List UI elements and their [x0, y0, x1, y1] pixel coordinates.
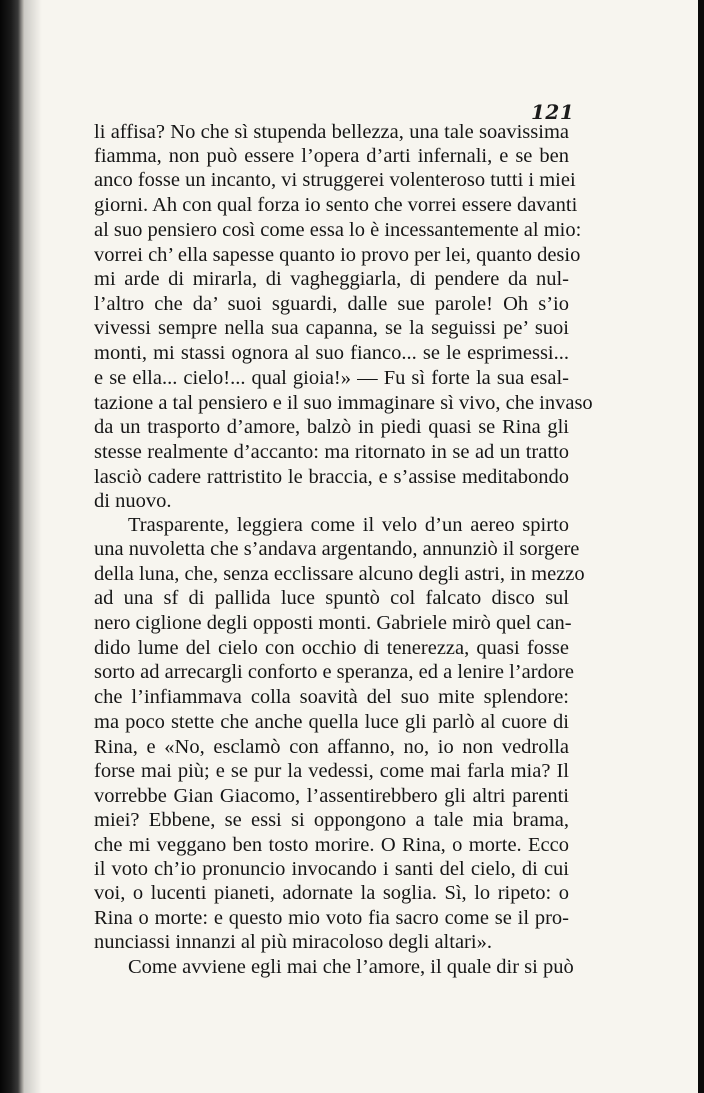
- text-line: che l’infiammava colla soavità del suo mite splendore:: [94, 686, 569, 708]
- text-line: stesse realmente d’accanto: ma ritornato in se ad un tratto: [94, 441, 569, 463]
- text-line: vorrebbe Gian Giacomo, l’assentirebbero gli altri parenti: [94, 785, 569, 807]
- text-line: forse mai più; e se pur la vedessi, come mai farla mia? Il: [94, 760, 569, 782]
- text-line: di nuovo.: [94, 490, 172, 512]
- text-line: Rina o morte: e questo mio voto fia sacro come se il pro-: [94, 907, 569, 929]
- text-line: al suo pensiero così come essa lo è incessantemente al mio:: [94, 219, 582, 241]
- text-line: Rina, e «No, esclamò con affanno, no, io non vedrolla: [94, 736, 569, 758]
- text-line: lasciò cadere rattristito le braccia, e s’assise meditabondo: [94, 466, 569, 488]
- text-line: che mi veggano ben tosto morire. O Rina, o morte. Ecco: [94, 834, 569, 856]
- text-line: dido lume del cielo con occhio di tenerezza, quasi fosse: [94, 637, 569, 659]
- text-line: e se ella... cielo!... qual gioia!» — Fu sì forte la sua esal-: [94, 367, 569, 389]
- scan-border: [698, 0, 704, 1093]
- text-line: l’altro che da’ suoi sguardi, dalle sue parole! Oh s’io: [94, 293, 569, 315]
- book-gutter: [0, 0, 24, 1093]
- text-line: miei? Ebbene, se essi si oppongono a tale mia brama,: [94, 809, 569, 831]
- text-line: da un trasporto d’amore, balzò in piedi quasi se Rina gli: [94, 416, 569, 438]
- text-line: anco fosse un incanto, vi struggerei volenteroso tutti i miei: [94, 169, 576, 191]
- text-line: Come avviene egli mai che l’amore, il quale dir si può: [128, 956, 574, 978]
- text-line: fiamma, non può essere l’opera d’arti infernali, e se ben: [94, 145, 569, 167]
- page-number: 121: [531, 100, 575, 124]
- text-line: nero ciglione degli opposti monti. Gabriele mirò quel can-: [94, 612, 572, 634]
- text-line: li affisa? No che sì stupenda bellezza, una tale soavissima: [94, 121, 569, 143]
- page-fold-shadow: [24, 0, 42, 1093]
- text-line: nunciassi innanzi al più miracoloso degli altari».: [94, 931, 492, 953]
- text-line: sorto ad arrecargli conforto e speranza, ed a lenire l’ardore: [94, 661, 574, 683]
- text-line: monti, mi stassi ognora al suo fianco... se le esprimessi...: [94, 342, 569, 364]
- text-line: il voto ch’io pronuncio invocando i santi del cielo, di cui: [94, 858, 569, 880]
- text-line: voi, o lucenti pianeti, adornate la soglia. Sì, lo ripeto: o: [94, 882, 569, 904]
- text-line: ma poco stette che anche quella luce gli parlò al cuore di: [94, 711, 569, 733]
- text-line: ad una sf di pallida luce spuntò col falcato disco sul: [94, 587, 569, 609]
- text-line: vivessi sempre nella sua capanna, se la seguissi pe’ suoi: [94, 317, 569, 339]
- text-line: una nuvoletta che s’andava argentando, annunziò il sorgere: [94, 538, 580, 560]
- text-line: mi arde di mirarla, di vagheggiarla, di pendere da nul-: [94, 268, 569, 290]
- text-line: tazione a tal pensiero e il suo immaginare sì vivo, che invaso: [94, 392, 593, 414]
- text-line: vorrei ch’ ella sapesse quanto io provo per lei, quanto desio: [94, 244, 581, 266]
- text-line: della luna, che, senza ecclissare alcuno degli astri, in mezzo: [94, 563, 585, 585]
- text-line: giorni. Ah con qual forza io sento che vorrei essere davanti: [94, 194, 578, 216]
- text-line: Trasparente, leggiera come il velo d’un aereo spirto: [128, 514, 569, 536]
